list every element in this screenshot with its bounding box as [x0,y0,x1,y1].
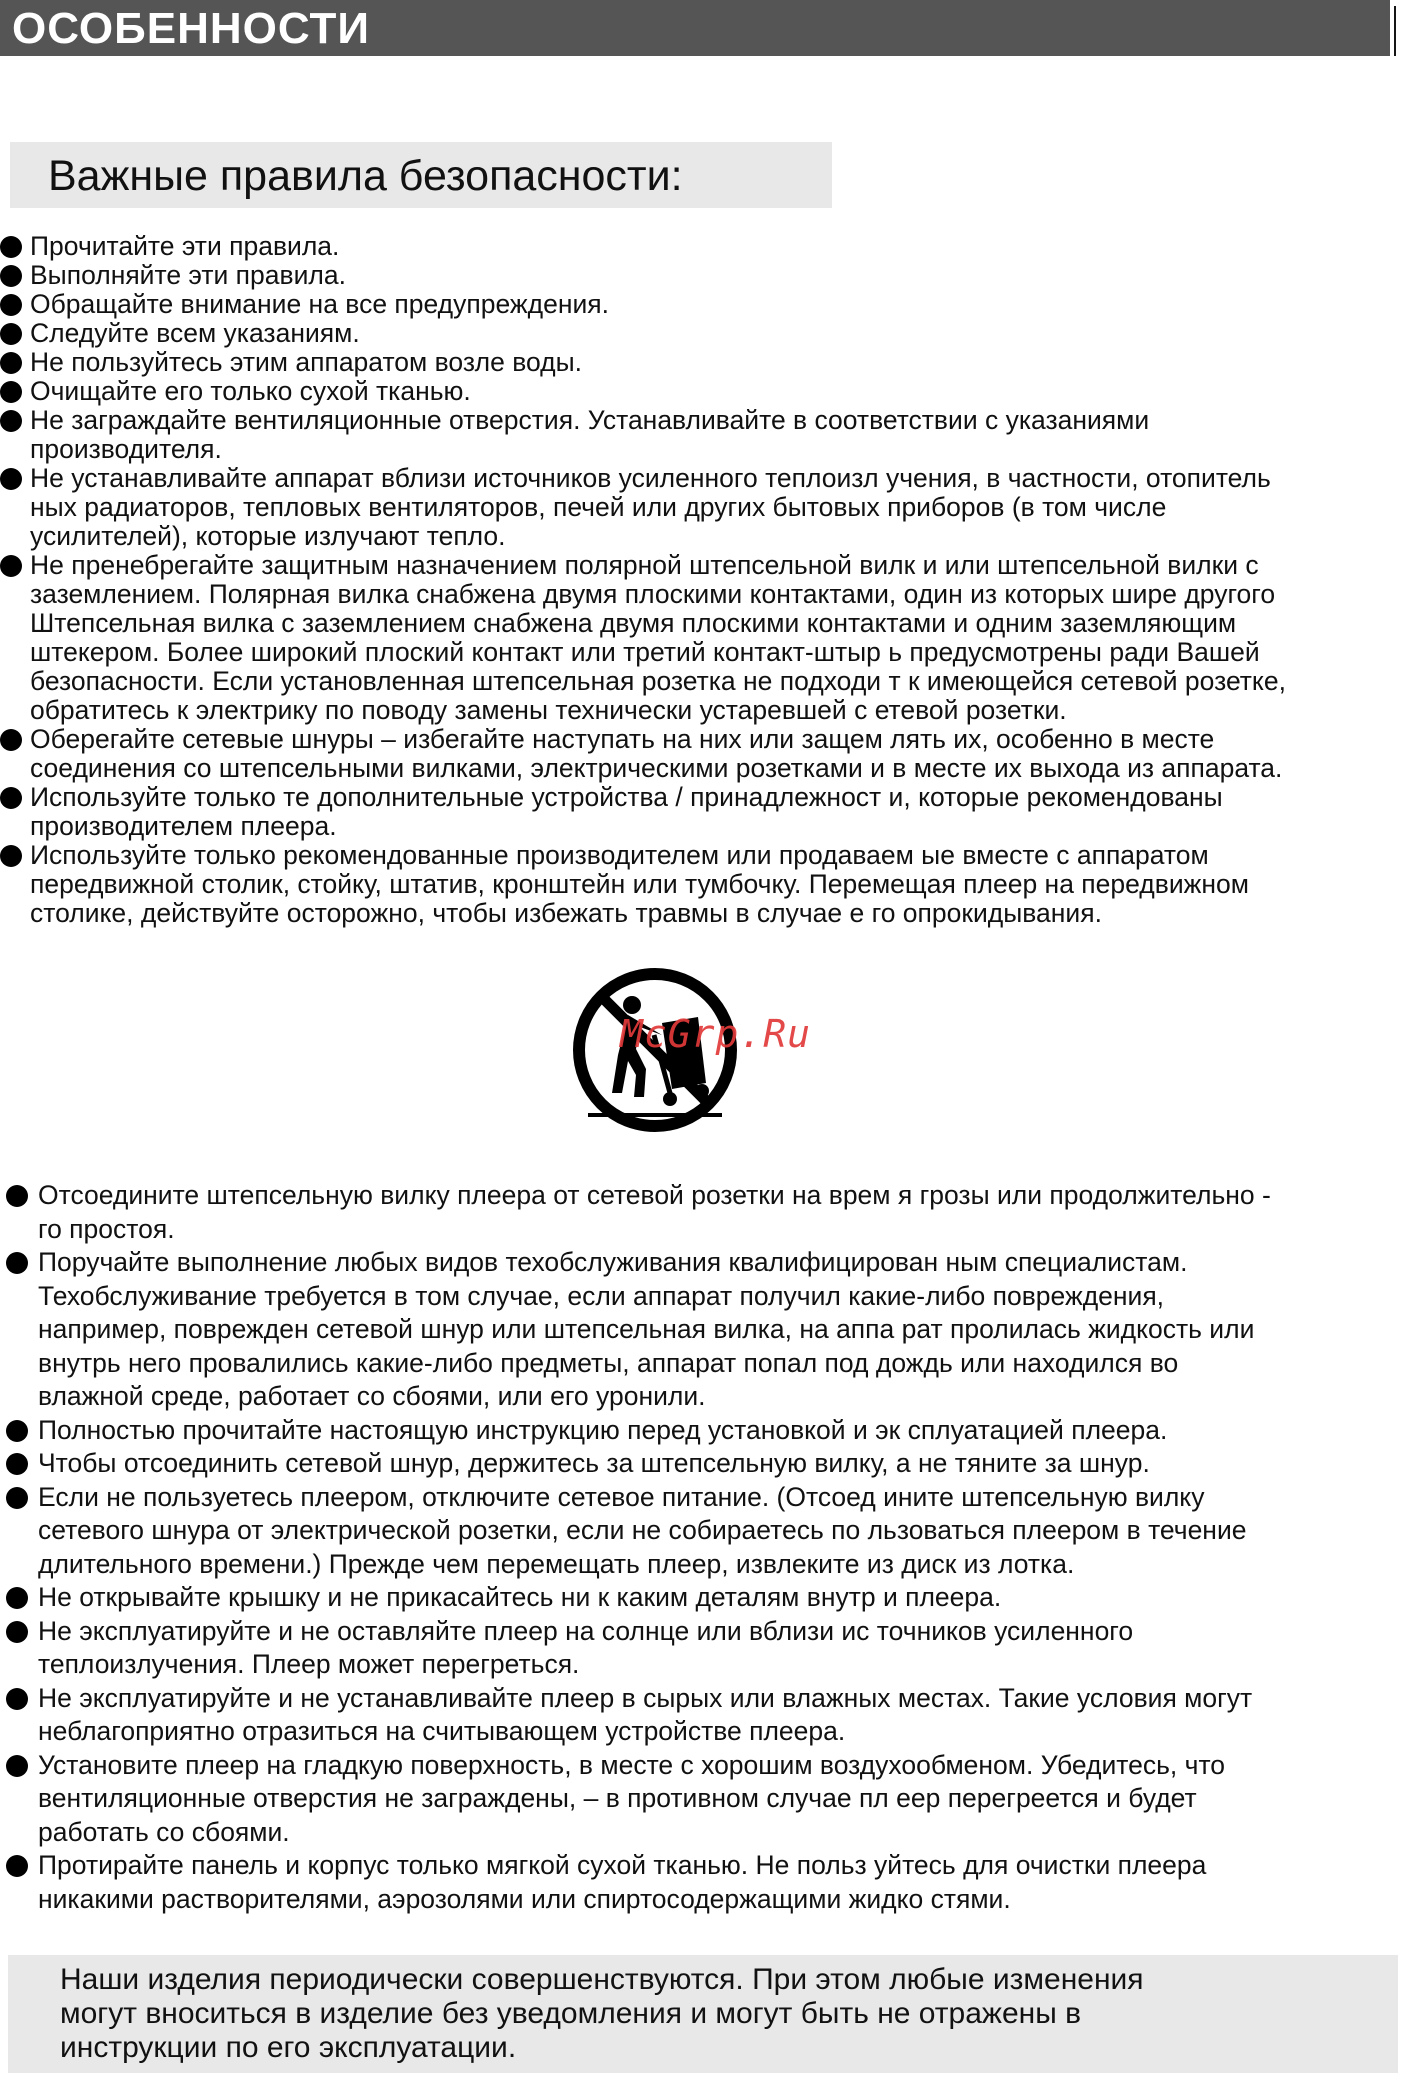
rule-text-line: го простоя. [38,1213,175,1244]
rule-item [6,1246,1416,1414]
bullet-icon [0,265,22,287]
bullet-icon [6,1688,28,1710]
bullet-icon [0,468,22,490]
rule-item [6,1581,1416,1615]
rule-text-line: заземлением. Полярная вилка снабжена двумя плоскими контактами, один из которых шире другого [30,579,1276,609]
rule-text-line: столике, действуйте осторожно, чтобы избежать травмы в случае е го опрокидывания. [30,898,1102,928]
notice-box [8,1955,1398,2073]
bullet-icon [0,294,22,316]
rule-text-line: Не заграждайте вентиляционные отверстия. Устанавливайте в соответствии с указаниями [30,405,1150,435]
rule-item [6,1749,1416,1850]
rule-text-line: производителем плеера. [30,811,337,841]
rule-text-line: Прочитайте эти правила. [30,231,340,261]
section-heading-box [10,142,832,208]
rule-item [6,1682,1416,1749]
rule-item [0,725,1424,783]
bullet-icon [0,236,22,258]
bullet-icon [0,323,22,345]
rule-text-line: Отсоедините штепсельную вилку плеера от сетевой розетки на врем я грозы или продолжительно - [38,1180,1271,1210]
safety-rules-list-bottom [6,1179,1416,1916]
rule-text-line: обратитесь к электрику по поводу замены технически устаревшей с етевой розетки. [30,695,1067,725]
rule-text-line: Протирайте панель и корпус только мягкой сухой тканью. Не польз уйтесь для очистки плеера [38,1850,1207,1880]
rule-item [0,232,1424,261]
rule-item [0,551,1424,725]
rule-text-line: Установите плеер на гладкую поверхность, в месте с хорошим воздухообменом. Убедитесь, что [38,1749,1226,1780]
rule-text-line: производителя. [30,434,222,464]
bullet-icon [6,1755,28,1777]
bullet-icon [0,381,22,403]
notice-line: Наши изделия периодически совершенствуются. При этом любые изменения [60,1963,1144,1996]
rule-text-line: Выполняйте эти правила. [30,260,346,290]
rule-item [0,464,1424,551]
rule-item [6,1414,1416,1448]
rule-item [0,783,1424,841]
rule-text-line: Обращайте внимание на все предупреждения. [30,289,609,319]
rule-text-line: например, поврежден сетевой шнур или штепсельная вилка, на аппа рат пролилась жидкость или [38,1314,1255,1344]
page-title: ОСОБЕННОСТИ [12,4,371,53]
rule-text-line: работать со сбоями. [38,1816,290,1847]
rule-text-line: внутрь него провалились какие-либо предметы, аппарат попал под дождь или находился во [38,1347,1179,1378]
bullet-icon [0,410,22,432]
rule-item [0,841,1424,928]
bullet-icon [6,1621,28,1643]
rule-text-line: Не пользуйтесь этим аппаратом возле воды. [30,347,583,377]
rule-text-line: безопасности. Если установленная штепсельная розетка не подходи т к имеющейся сетевой розетке, [30,666,1286,696]
rule-text-line: Техобслуживание требуется в том случае, если аппарат получил какие-либо повреждения, [38,1280,1165,1311]
rule-text-line: Не открывайте крышку и не прикасайтесь ни к каким деталям внутр и плеера. [38,1582,1002,1612]
rule-text-line: Не эксплуатируйте и не устанавливайте плеер в сырых или влажных местах. Такие условия могут [38,1682,1253,1713]
rule-text-line: Не эксплуатируйте и не оставляйте плеер на солнце или вблизи ис точников усиленного [38,1615,1134,1646]
rule-text-line: никакими растворителями, аэрозолями или спиртосодержащими жидко стями. [38,1883,1011,1914]
rule-item [6,1179,1416,1246]
notice-text [60,1963,1144,2065]
bullet-icon [0,787,22,809]
rule-text-line: усилителей), которые излучают тепло. [30,521,506,551]
notice-line: инструкции по его эксплуатации. [60,2031,517,2064]
rule-text-line: теплоизлучения. Плеер может перегреться. [38,1649,580,1679]
rule-text-line: Используйте только те дополнительные устройства / принадлежност и, которые рекомендованы [30,782,1223,812]
rule-text-line: Если не пользуетесь плеером, отключите сетевое питание. (Отсоед ините штепсельную вилку [38,1481,1205,1512]
rule-text-line: передвижной столик, стойку, штатив, кронштейн или тумбочку. Перемещая плеер на передвижном [30,869,1249,899]
rule-item [0,290,1424,319]
bullet-icon [0,352,22,374]
rule-text-line: Очищайте его только сухой тканью. [30,376,471,406]
rule-item [0,377,1424,406]
rule-text-line: Поручайте выполнение любых видов техобслуживания квалифицирован ным специалистам. [38,1247,1188,1277]
rule-item [0,406,1424,464]
bullet-icon [6,1185,28,1207]
bullet-icon [0,555,22,577]
bullet-icon [6,1453,28,1475]
rule-item [6,1849,1416,1916]
watermark: McGrp.Ru [620,1012,812,1056]
rule-item [0,319,1424,348]
rule-item [0,348,1424,377]
rule-text-line: Чтобы отсоединить сетевой шнур, держитесь за штепсельную вилку, а не тяните за шнур. [38,1448,1150,1478]
page-header [0,0,1394,56]
rule-text-line: Следуйте всем указаниям. [30,318,360,348]
rule-item [6,1447,1416,1481]
section-title: Важные правила безопасности: [48,152,683,200]
rule-text-line: Не пренебрегайте защитным назначением полярной штепсельной вилк и или штепсельной вилки с [30,550,1259,580]
bullet-icon [6,1587,28,1609]
rule-text-line: вентиляционные отверстия не заграждены, – в противном случае пл еер перегреется и будет [38,1783,1197,1813]
bullet-icon [0,845,22,867]
bullet-icon [6,1855,28,1877]
rule-text-line: неблагоприятно отразиться на считывающем устройстве плеера. [38,1716,846,1746]
bullet-icon [6,1252,28,1274]
rule-text-line: Оберегайте сетевые шнуры – избегайте наступать на них или защем лять их, особенно в месте [30,724,1215,754]
bullet-icon [0,729,22,751]
rule-text-line: Используйте только рекомендованные производителем или продаваем ые вместе с аппаратом [30,840,1209,870]
rule-text-line: соединения со штепсельными вилками, электрическими розетками и в месте их выхода из аппарата. [30,753,1283,783]
rule-text-line: сетевого шнура от электрической розетки, если не собираетесь по льзоваться плеером в течение [38,1515,1247,1545]
bullet-icon [6,1487,28,1509]
bullet-icon [6,1420,28,1442]
rule-item [6,1481,1416,1582]
rule-text-line: влажной среде, работает со сбоями, или его уронили. [38,1381,706,1411]
rule-text-line: ных радиаторов, тепловых вентиляторов, печей или других бытовых приборов (в том числе [30,492,1167,522]
rule-text-line: Не устанавливайте аппарат вблизи источников усиленного теплоизл учения, в частности, отопитель [30,463,1271,493]
rule-text-line: Полностью прочитайте настоящую инструкцию перед установкой и эк сплуатацией плеера. [38,1414,1168,1445]
rule-text-line: Штепсельная вилка с заземлением снабжена двумя плоскими контактами и одним заземляющим [30,608,1237,638]
rule-text-line: длительного времени.) Прежде чем перемещать плеер, извлеките из диск из лотка. [38,1548,1075,1579]
rule-text-line: штекером. Более широкий плоский контакт или третий контакт-штыр ь предусмотрены ради Вашей [30,637,1260,667]
rule-item [6,1615,1416,1682]
safety-rules-list-top [0,232,1424,928]
rule-item [0,261,1424,290]
notice-line: могут вноситься в изделие без уведомления и могут быть не отражены в [60,1997,1082,2030]
